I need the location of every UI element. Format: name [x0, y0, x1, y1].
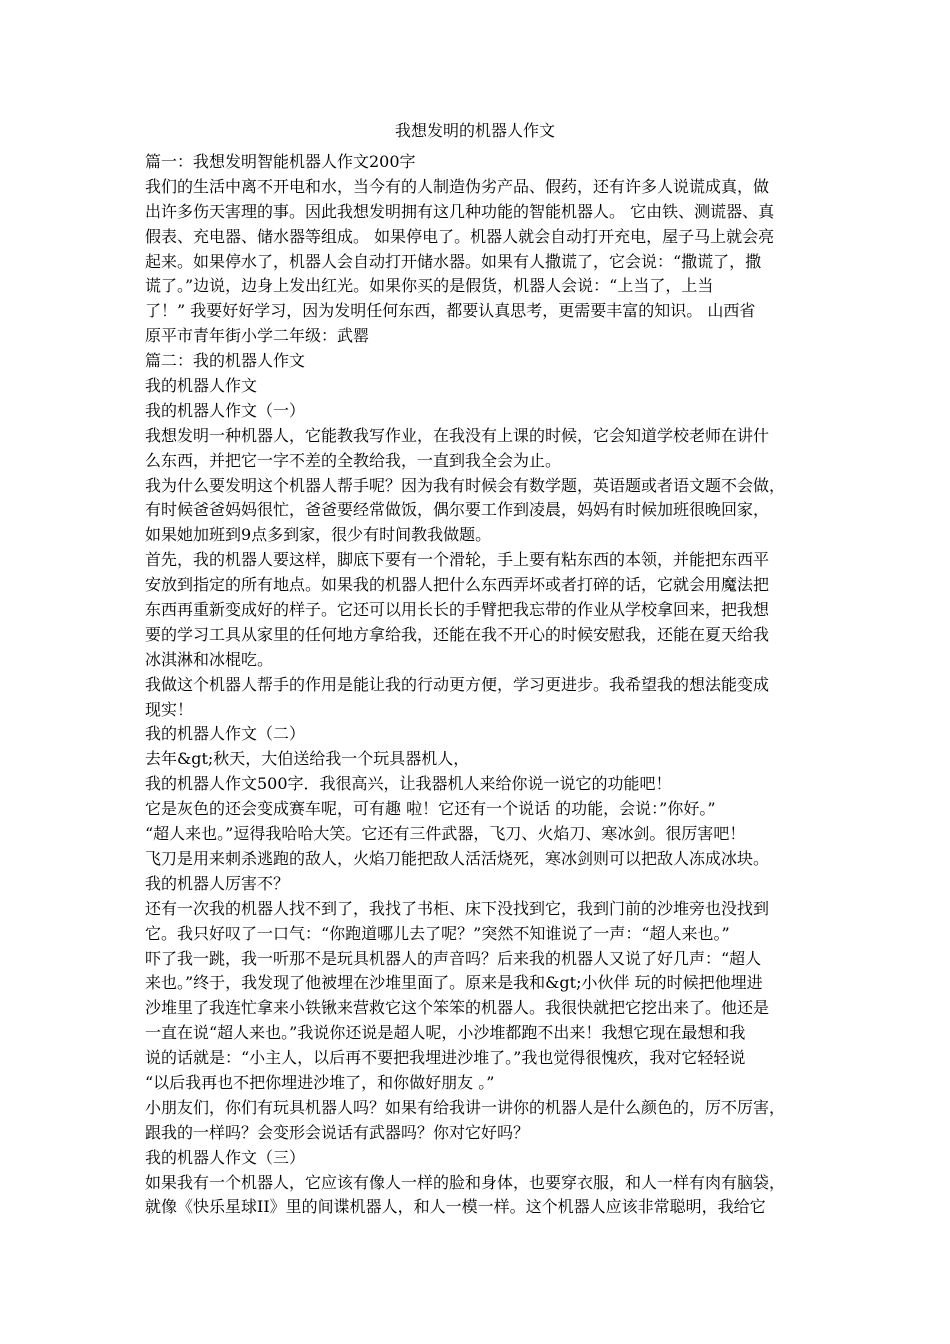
text-line: 么东西，并把它一字不差的全教给我，一直到我全会为止。 [145, 450, 562, 470]
text-line: 如果我有一个机器人，它应该有像人一样的脸和身体，也要穿衣服，和人一样有肉有脑袋， [145, 1172, 786, 1192]
text-line: 假表、充电器、储水器等组成。 如果停电了。机器人就会自动打开充电，屋子马上就会亮 [145, 226, 775, 246]
text-line: 来也。”终于，我发现了他被埋在沙堆里面了。原来是我和&gt;小伙伴 玩的时候把他埋进 [145, 973, 763, 993]
text-line: 首先，我的机器人要这样，脚底下要有一个滑轮，手上要有粘东西的本领，并能把东西平 [145, 550, 770, 570]
text-line: 我想发明一种机器人，它能教我写作业，在我没有上课的时候，它会知道学校老师在讲什 [145, 425, 770, 445]
text-line: 它。我只好叹了一口气：“你跑道哪儿去了呢？”突然不知谁说了一声：“超人来也。” [145, 923, 730, 943]
text-line: 要的学习工具从家里的任何地方拿给我，还能在我不开心的时候安慰我，还能在夏天给我 [145, 624, 770, 644]
text-line: 原平市青年街小学二年级：武罂 [145, 326, 370, 346]
text-line: 就像《快乐星球II》里的间谍机器人，和人一模一样。这个机器人应该非常聪明，我给它 [145, 1197, 766, 1217]
text-line: 我的机器人作文 [145, 376, 258, 396]
text-line: 小朋友们，你们有玩具机器人吗？如果有给我讲一讲你的机器人是什么颜色的，厉不厉害， [145, 1097, 786, 1117]
text-line: 我为什么要发明这个机器人帮手呢？因为我有时候会有数学题，英语题或者语文题不会做， [145, 475, 786, 495]
text-line: 我做这个机器人帮手的作用是能让我的行动更方便，学习更进步。我希望我的想法能变成 [145, 674, 770, 694]
text-line: 还有一次我的机器人找不到了，我找了书柜、床下没找到它，我到门前的沙堆旁也没找到 [145, 898, 770, 918]
text-line: 吓了我一跳，我一听那不是玩具机器人的声音吗？后来我的机器人又说了好几声：“超人 [145, 948, 762, 968]
text-line: 现实！ [145, 699, 194, 719]
text-line: 我的机器人作文（一） [145, 400, 306, 420]
text-line: 有时候爸爸妈妈很忙，爸爸要经常做饭，偶尔要工作到凌晨，妈妈有时候加班很晚回家， [145, 500, 770, 520]
text-line: 如果她加班到9点多到家，很少有时间教我做题。 [145, 525, 492, 545]
text-line: 说的话就是：“小主人，以后再不要把我埋进沙堆了。”我也觉得很愧疚，我对它轻轻说 [145, 1048, 746, 1068]
text-line: 沙堆里了我连忙拿来小铁锹来营救它这个笨笨的机器人。我很快就把它挖出来了。他还是 [145, 998, 770, 1018]
text-line: 我们的生活中离不开电和水，当今有的人制造伪劣产品、假药，还有许多人说谎成真，做 [145, 176, 770, 196]
document-title: 我想发明的机器人作文 [394, 121, 555, 140]
text-line: 东西再重新变成好的样子。它还可以用长长的手臂把我忘带的作业从学校拿回来，把我想 [145, 600, 770, 620]
text-line: 了！” 我要好好学习，因为发明任何东西，都要认真思考，更需要丰富的知识。 山西省 [145, 301, 756, 321]
text-line: 篇二：我的机器人作文 [145, 351, 306, 371]
text-line: 去年&gt;秋天，大伯送给我一个玩具器机人， [145, 749, 470, 769]
text-line: “超人来也。”逗得我哈哈大笑。它还有三件武器，飞刀、火焰刀、寒冰剑。很厉害吧！ [145, 824, 746, 844]
text-line: 我的机器人作文（二） [145, 724, 306, 744]
text-line: 篇一：我想发明智能机器人作文200字 [145, 152, 416, 171]
document-body [145, 150, 825, 1220]
text-line: 我的机器人作文500字．我很高兴，让我器机人来给你说一说它的功能吧！ [145, 774, 672, 794]
text-line: 安放到指定的所有地点。如果我的机器人把什么东西弄坏或者打碎的话，它就会用魔法把 [145, 575, 770, 595]
text-line: “以后我再也不把你埋进沙堆了，和你做好朋友 。” [145, 1072, 495, 1092]
text-line: 我的机器人作文（三） [145, 1147, 306, 1167]
text-line: 谎了。”边说，边身上发出红光。如果你买的是假货，机器人会说：“上当了，上当 [145, 276, 714, 296]
text-line: 我的机器人厉害不？ [145, 873, 290, 893]
text-line: 起来。如果停水了，机器人会自动打开储水器。如果有人撒谎了，它会说：“撒谎了，撒 [145, 251, 762, 271]
text-line: 一直在说“超人来也。”我说你还说是超人呢，小沙堆都跑不出来！我想它现在最想和我 [145, 1023, 746, 1043]
text-line: 冰淇淋和冰棍吃。 [145, 649, 274, 669]
text-line: 出许多伤天害理的事。因此我想发明拥有这几种功能的智能机器人。 它由铁、测谎器、真 [145, 201, 775, 221]
text-line: 跟我的一样吗？会变形会说话有武器吗？你对它好吗？ [145, 1122, 530, 1142]
text-line: 飞刀是用来刺杀逃跑的敌人，火焰刀能把敌人活活烧死，寒冰剑则可以把敌人冻成冰块。 [145, 848, 770, 868]
text-line: 它是灰色的还会变成赛车呢，可有趣 啦！它还有一个说话 的功能，会说：”你好。” [145, 799, 716, 819]
